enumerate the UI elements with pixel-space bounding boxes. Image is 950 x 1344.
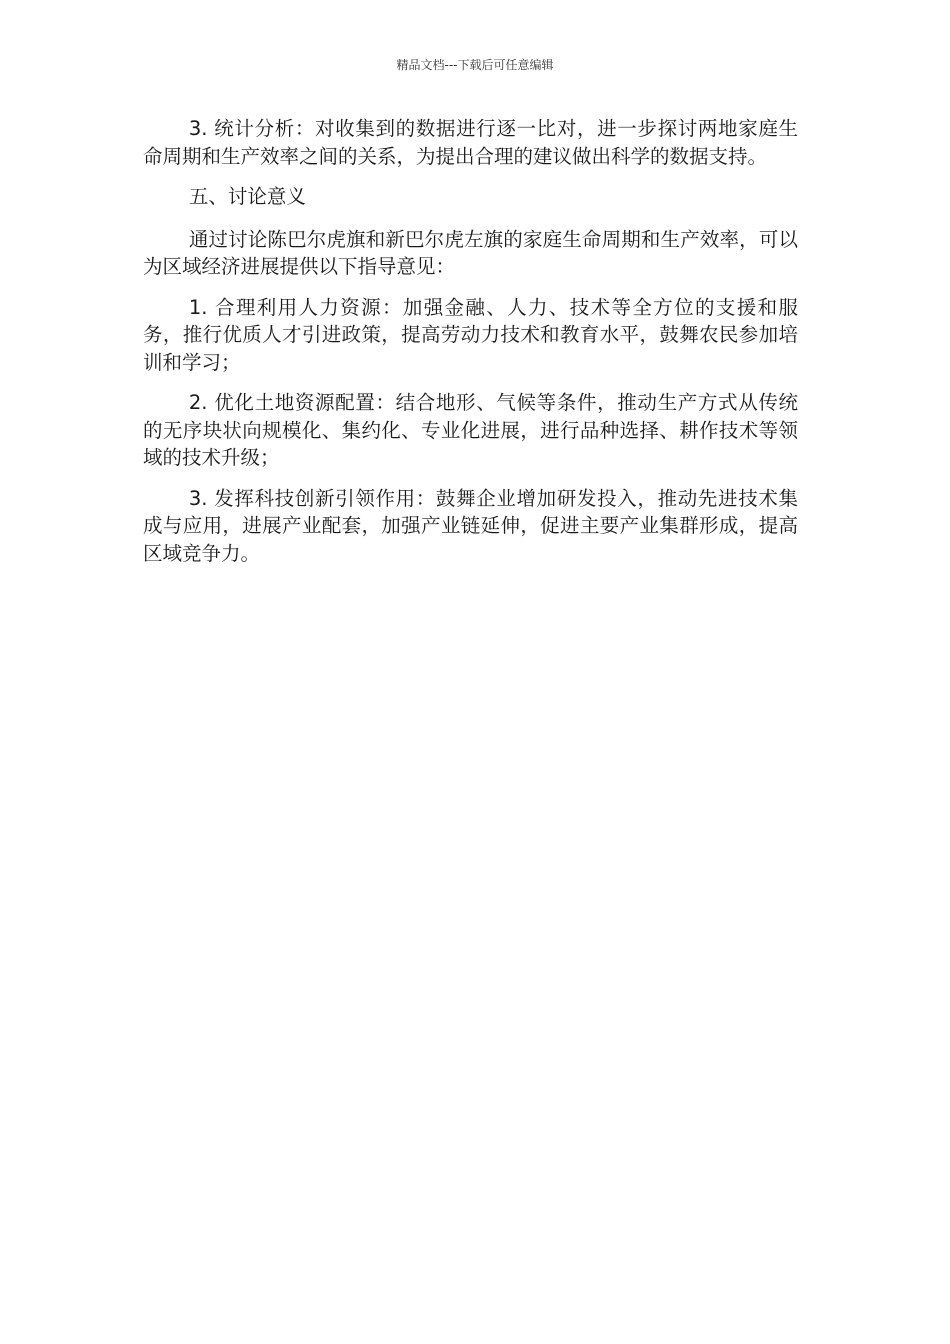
document-body xyxy=(143,115,798,580)
paragraph-land-resources: 2. 优化土地资源配置：结合地形、气候等条件，推动生产方式从传统的无序块状向规模化、集约化、专业化进展，进行品种选择、耕作技术等领域的技术升级； xyxy=(143,391,798,469)
paragraph-tech-innovation: 3. 发挥科技创新引领作用：鼓舞企业增加研发投入，推动先进技术集成与应用，进展产业配套，加强产业链延伸，促进主要产业集群形成，提高区域竞争力。 xyxy=(143,486,798,565)
paragraph-human-resources: 1. 合理利用人力资源：加强金融、人力、技术等全方位的支援和服务，推行优质人才引进政策，提高劳动力技术和教育水平，鼓舞农民参加培训和学习； xyxy=(143,295,798,374)
page-header: 精品文档---下载后可任意编辑 xyxy=(396,58,554,72)
paragraph-intro: 通过讨论陈巴尔虎旗和新巴尔虎左旗的家庭生命周期和生产效率，可以为区域经济进展提供以下指导意见： xyxy=(143,227,798,278)
section-heading-significance: 五、讨论意义 xyxy=(188,185,306,208)
paragraph-statistical-analysis: 3. 统计分析：对收集到的数据进行逐一比对，进一步探讨两地家庭生命周期和生产效率之间的关系，为提出合理的建议做出科学的数据支持。 xyxy=(143,117,798,168)
